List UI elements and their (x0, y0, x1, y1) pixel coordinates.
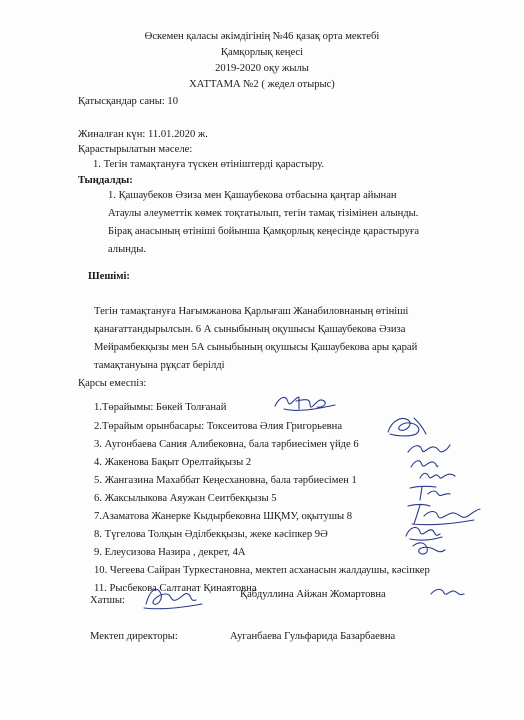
academic-year: 2019-2020 оқу жылы (215, 63, 309, 74)
no-objection-label: Қарсы емеспіз: (78, 378, 147, 389)
decision-line: Тегін тамақтануға Нағымжанова Қарлығаш Жанабиловнаның өтініші (94, 306, 409, 317)
attendees-count: Қатысқандар саны: 10 (78, 96, 179, 107)
member-line: 11. Рысбекова Салтанат Қинаятовна (94, 583, 257, 594)
member-line: 7.Азаматова Жанерке Кыдырбековна ШҚМУ, оқытушы 8 (94, 511, 353, 522)
protocol-title: ХАТТАМА №2 ( жедел отырыс) (189, 79, 335, 90)
decision-line: Мейрамбекқызы мен 5А сыныбының оқушысы Қашаубекова ары қарай (94, 342, 418, 353)
signature-secretary (140, 582, 206, 612)
member-line: 1.Төрайымы: Бөкей Толғанай (94, 402, 227, 413)
heard-line: алынды. (108, 244, 147, 255)
director-name: Ауганбаева Гульфарида Базарбаевна (230, 631, 396, 642)
signature-member-9 (409, 538, 449, 558)
member-line: 6. Жаксылыкова Аяужан Сеитбекқызы 5 (94, 493, 277, 504)
school-name: Өскемен қаласы әкімдігінің №46 қазақ орта мектебі (144, 31, 380, 42)
decision-line: қанағаттандырылсын. 6 А сыныбының оқушысы Қашаубекова Әзиза (94, 324, 406, 335)
heard-line: 1. Қашаубеков Әзиза мен Қашаубекова отбасына қаңтар айынан (108, 190, 397, 201)
secretary-name: Қабдуллина Айжан Жомартовна (240, 589, 386, 600)
member-line: 3. Аугонбаева Сания Алибековна, бала тәрбиесімен үйде 6 (94, 439, 359, 450)
meeting-date: Жиналған күн: 11.01.2020 ж. (78, 129, 208, 140)
signature-chair (272, 392, 338, 414)
member-line: 2.Төрайым орынбасары: Токсеитова Әлия Григорьевна (94, 421, 343, 432)
heard-title: Тыңдалды: (78, 175, 133, 186)
signature-vice-chair (384, 412, 430, 440)
heard-line: Атаулы әлеуметтік көмек тоқтатылып, тегін тамақ тізімінен алынды. (108, 208, 419, 219)
director-label: Мектеп директоры: (90, 631, 178, 642)
decision-line: тамақтануына рұқсат берілді (94, 360, 225, 371)
member-line: 4. Жакенова Бақыт Орелтайқызы 2 (94, 457, 252, 468)
agenda-item: 1. Тегін тамақтануға түскен өтініштерді қарастыру. (93, 159, 325, 170)
member-line: 5. Жангазина Махаббат Кеңесхановна, бала тәрбиесімен 1 (94, 475, 357, 486)
decision-title: Шешімі: (88, 271, 130, 282)
heard-line: Бірақ анасының өтініші бойынша Қамқорлық кеңесінде қарастыруға (108, 226, 420, 237)
council-name: Қамқорлық кеңесі (220, 47, 304, 58)
member-line: 8. Түгелова Толқын Әділбекқызы, жеке кәсіпкер 9Ә (94, 529, 328, 540)
secretary-label: Хатшы: (90, 595, 125, 606)
signature-member-11 (428, 584, 468, 600)
member-line: 9. Елеусизова Назира , декрет, 4А (94, 547, 246, 558)
agenda-title: Қарастырылатын мәселе: (78, 144, 193, 155)
member-line: 10. Чегеева Сайран Туркестановна, мектеп асханасын жалдаушы, кәсіпкер (94, 565, 430, 576)
